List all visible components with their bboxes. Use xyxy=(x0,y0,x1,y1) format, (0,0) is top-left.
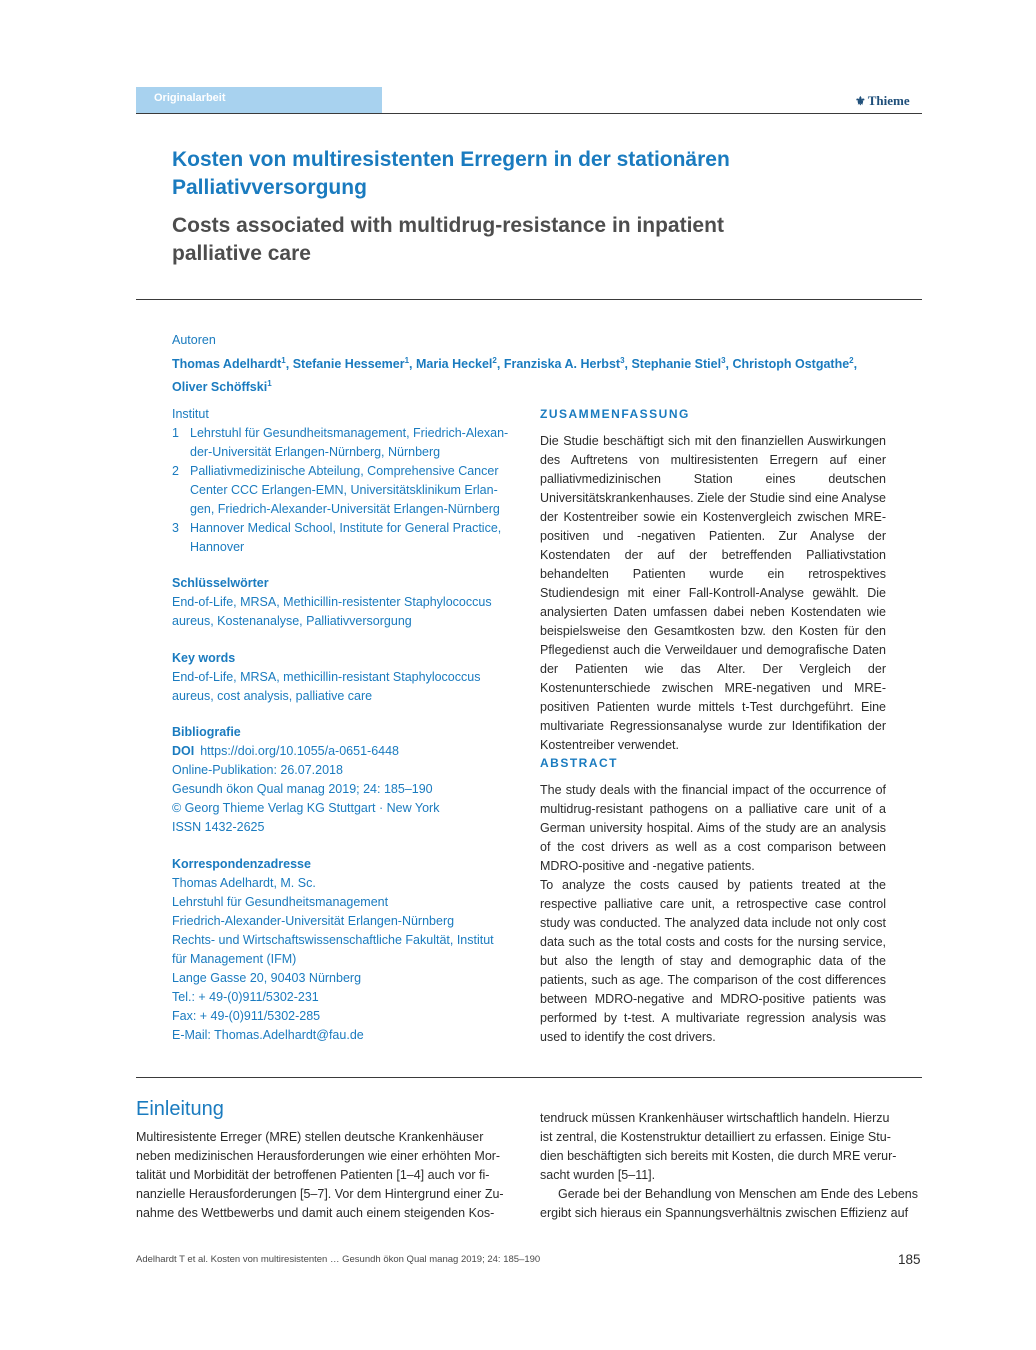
bibliografie-label: Bibliografie xyxy=(172,725,241,739)
body-line: dien beschäftigten sich bereits mit Kosten, die durch MRE verur- xyxy=(540,1149,897,1163)
body-line: nahme des Wettbewerbs und damit auch einem steigenden Kos- xyxy=(136,1206,495,1220)
author-name: Christoph Ostgathe xyxy=(732,357,850,372)
body-column-right xyxy=(540,1109,922,1223)
schluesselwoerter-block xyxy=(172,574,522,631)
authors-list: Thomas Adelhardt$^1$, Stefanie Hessemer$^1$, Maria Heckel$^2$, Franziska A. Herbst$^3$, Stephanie Stiel$^3$, Christoph Ostgathe$^2$, Oliver Schöffski$^1$ xyxy=(172,356,858,395)
email-link[interactable]: E-Mail: Thomas.Adelhardt@fau.de xyxy=(172,1028,364,1042)
title-german-line: Palliativversorgung xyxy=(172,176,367,199)
address-line: Lange Gasse 20, 90403 Nürnberg xyxy=(172,971,362,985)
author-name: Stefanie Hessemer xyxy=(292,357,405,372)
bibliografie-block xyxy=(172,723,522,837)
author-affiliation: 1 xyxy=(267,379,272,389)
header-rule xyxy=(136,113,922,114)
institution-number: 1 xyxy=(172,426,179,440)
institution-line: gen, Friedrich-Alexander-Universität Erlangen-Nürnberg xyxy=(190,502,500,516)
institution-number: 3 xyxy=(172,521,179,535)
institution-line: Palliativmedizinische Abteilung, Comprehensive Cancer xyxy=(190,464,499,478)
body-line: ergibt sich hieraus ein Spannungsverhältnis zwischen Effizienz auf xyxy=(540,1206,909,1220)
title-english xyxy=(172,212,872,268)
title-rule xyxy=(136,299,922,300)
doi-line xyxy=(172,742,522,761)
doi-label: DOI xyxy=(172,744,195,758)
zusammenfassung-text: Die Studie beschäftigt sich mit den finanziellen Auswirkungen des Auftretens von multiresistenten Erregern auf einer palliativmedizinischen Station eines deutschen Universitätskrankenhauses. Ziele der Studie sind eine Analyse der Kostentreiber sowie ein Kostenvergleich zwischen MRE-positiven und -negativen Patienten. Zur Analyse der Kostendaten der auf der betreffenden Palliativstation behandelten Patienten wurde ein retrospektives Studiendesign mit einer Fall-Kontroll-Analyse gewählt. Die analysierten Daten umfassen dabei neben Kostendaten wie beispielsweise den Gesamtkosten bzw. den Kosten für den Pflegedienst auch die Verweildauer und demografische Daten der Patienten wie das Alter. Der Vergleich der Kostenunterschiede zwischen MRE-negativen und MRE-positiven Patienten wurde mittels t-Test durchgeführt. Eine multivariate Regressionsanalyse wurde zur Identifikation der Kostentreiber verwendet. xyxy=(540,434,886,752)
body-line: ist zentral, die Kostenstruktur detailliert zu erfassen. Einige Stu- xyxy=(540,1130,891,1144)
title-english-line: palliative care xyxy=(172,242,311,265)
institution-line: Center CCC Erlangen-EMN, Universitätsklinikum Erlan- xyxy=(190,483,498,497)
body-line: tendruck müssen Krankenhäuser wirtschaftlich handeln. Hierzu xyxy=(540,1111,890,1125)
body-line: nanzielle Herausforderungen [5–7]. Vor dem Hintergrund einer Zu- xyxy=(136,1187,504,1201)
author-affiliation: 2 xyxy=(849,356,854,365)
institut-label: Institut xyxy=(172,407,209,421)
body-line: sacht wurden [5–11]. xyxy=(540,1168,656,1182)
body-column-left xyxy=(136,1128,518,1223)
zusammenfassung-heading: ZUSAMMENFASSUNG xyxy=(540,407,690,421)
author-affiliation: 3 xyxy=(620,356,625,365)
page-number: 185 xyxy=(898,1252,921,1267)
keywords-label: Key words xyxy=(172,651,236,665)
abstract-text: The study deals with the financial impact of the occurrence of multidrug-resistant pathogens on a palliative care unit of a German university hospital. Aims of the study are an analysis of the cost drivers as well as a cost comparison between MDRO-positive and -negative patients. xyxy=(540,783,886,873)
korrespondenz-block xyxy=(172,855,522,1045)
author-name: Thomas Adelhardt xyxy=(172,357,282,372)
address-line: für Management (IFM) xyxy=(172,952,297,966)
bibliografie-line: ISSN 1432-2625 xyxy=(172,820,265,834)
keyword-line: End-of-Life, MRSA, methicillin-resistant Staphylococcus xyxy=(172,670,481,684)
author-name: Maria Heckel xyxy=(415,357,493,372)
abstract-text: To analyze the costs caused by patients treated at the respective palliative care unit, a retrospective case control study was conducted. The analyzed data include not only cost data such as the total costs and costs for the nursing service, but also the length of stay and demographic data of the patients, such as age. The comparison of the cost differences between MDRO-negative and MDRO-positive patients was performed by t-test. A multivariate regression analysis was used to identify the cost drivers. xyxy=(540,878,886,1044)
keywords-block xyxy=(172,649,522,706)
phone-line: Tel.: + 49-(0)911/5302-231 xyxy=(172,990,319,1004)
abstract-section xyxy=(540,756,886,1047)
schluesselwoerter-label: Schlüsselwörter xyxy=(172,576,269,590)
keyword-line: End-of-Life, MRSA, Methicillin-resistenter Staphylococcus xyxy=(172,595,492,609)
institution-item xyxy=(172,519,522,557)
korrespondenz-label: Korrespondenzadresse xyxy=(172,857,311,871)
author-name: Stephanie Stiel xyxy=(631,357,722,372)
title-german-line: Kosten von multiresistenten Erregern in der stationären xyxy=(172,148,730,171)
address-line: Friedrich-Alexander-Universität Erlangen-Nürnberg xyxy=(172,914,455,928)
institution-number: 2 xyxy=(172,464,179,478)
author-name: Oliver Schöffski xyxy=(172,380,268,395)
institution-item xyxy=(172,462,522,519)
footer-citation: Adelhardt T et al. Kosten von multiresistenten … Gesundh ökon Qual manag 2019; 24: 185–190 xyxy=(136,1254,541,1265)
body-line: neben medizinischen Herausforderungen wie einer erhöhten Mor- xyxy=(136,1149,501,1163)
institution-item xyxy=(172,424,522,462)
institution-line: Hannover xyxy=(190,540,245,554)
section-tag: Originalarbeit xyxy=(154,92,226,104)
institution-line: Lehrstuhl für Gesundheitsmanagement, Friedrich-Alexan- xyxy=(190,426,509,440)
institut-block xyxy=(172,405,522,557)
body-line: Gerade bei der Behandlung von Menschen am Ende des Lebens xyxy=(558,1187,918,1201)
author-affiliation: 1 xyxy=(404,356,410,365)
address-line: Thomas Adelhardt, M. Sc. xyxy=(172,876,316,890)
bibliografie-line: Online-Publikation: 26.07.2018 xyxy=(172,763,343,777)
keyword-line: aureus, Kostenanalyse, Palliativversorgung xyxy=(172,614,412,628)
author-name: Franziska A. Herbst xyxy=(503,357,621,372)
fax-line: Fax: + 49-(0)911/5302-285 xyxy=(172,1009,321,1023)
address-line: Lehrstuhl für Gesundheitsmanagement xyxy=(172,895,389,909)
institution-line: Hannover Medical School, Institute for General Practice, xyxy=(190,521,502,535)
abstract-heading: ABSTRACT xyxy=(540,756,618,770)
bibliografie-line: © Georg Thieme Verlag KG Stuttgart · New York xyxy=(172,801,440,815)
publisher-logo xyxy=(855,93,910,109)
authors-label: Autoren xyxy=(172,333,216,347)
address-line: Rechts- und Wirtschaftswissenschaftliche Fakultät, Institut xyxy=(172,933,494,947)
author-affiliation: 1 xyxy=(281,356,286,365)
doi-link[interactable]: https://doi.org/10.1055/a-0651-6448 xyxy=(200,744,399,758)
keyword-line: aureus, cost analysis, palliative care xyxy=(172,689,373,703)
body-line: Multiresistente Erreger (MRE) stellen deutsche Krankenhäuser xyxy=(136,1130,484,1144)
einleitung-heading: Einleitung xyxy=(136,1098,224,1120)
abstract-rule xyxy=(136,1077,922,1078)
body-line: talität und Morbidität der betroffenen Patienten [1–4] auch vor fi- xyxy=(136,1168,490,1182)
zusammenfassung-section xyxy=(540,407,886,755)
author-affiliation: 3 xyxy=(721,356,726,365)
title-english-line: Costs associated with multidrug-resistance in inpatient xyxy=(172,214,724,237)
institution-line: der-Universität Erlangen-Nürnberg, Nürnberg xyxy=(190,445,441,459)
author-affiliation: 2 xyxy=(492,356,497,365)
bibliografie-line: Gesundh ökon Qual manag 2019; 24: 185–190 xyxy=(172,782,433,796)
thieme-logo-icon: ⚜ xyxy=(855,94,866,108)
publisher-name: Thieme xyxy=(867,93,910,108)
title-german xyxy=(172,146,872,202)
